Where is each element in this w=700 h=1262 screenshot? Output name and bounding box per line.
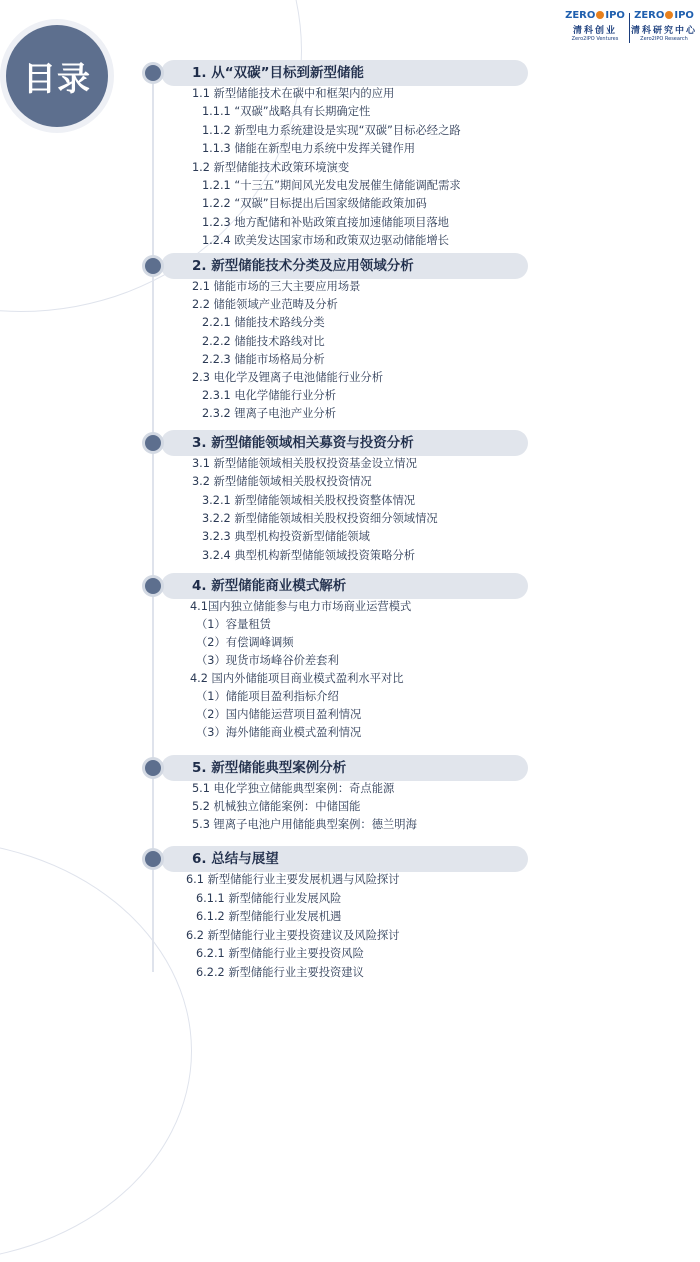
toc-entry[interactable]: 3.1 新型储能领域相关股权投资基金设立情况: [192, 457, 417, 470]
logo-mark-left: ZERO: [565, 9, 596, 21]
logo-english-name: Zero2IPO Research: [640, 36, 688, 42]
logo-english-name: Zero2IPO Ventures: [571, 36, 619, 42]
timeline-dot-icon: [145, 65, 161, 81]
toc-subentry[interactable]: 2.3.2 锂离子电池产业分析: [202, 407, 337, 421]
toc-subentry[interactable]: 1.2.3 地方配储和补贴政策直接加速储能项目落地: [202, 215, 449, 229]
toc-subentry[interactable]: 2.3.1 电化学储能行业分析: [202, 389, 337, 403]
toc-entry[interactable]: 6.1 新型储能行业主要发展机遇与风险探讨: [186, 873, 400, 886]
timeline-dot-icon: [145, 851, 161, 867]
toc-entry[interactable]: 2.1 储能市场的三大主要应用场景: [192, 280, 361, 293]
toc-subentry[interactable]: 1.1.3 储能在新型电力系统中发挥关键作用: [202, 142, 416, 156]
toc-subentry[interactable]: 6.2.1 新型储能行业主要投资风险: [196, 947, 364, 960]
toc-subentry[interactable]: 2.2.1 储能技术路线分类: [202, 316, 325, 330]
logo-mark-left: ZERO: [634, 9, 665, 21]
toc-subentry[interactable]: 3.2.4 典型机构新型储能领域投资策略分析: [202, 548, 416, 562]
toc-subentry[interactable]: 2.2.3 储能市场格局分析: [202, 352, 325, 366]
toc-subentry[interactable]: 6.1.1 新型储能行业发展风险: [196, 891, 342, 905]
toc-entry[interactable]: 3.2 新型储能领域相关股权投资情况: [192, 475, 372, 489]
logo-mark-right: IPO: [674, 9, 694, 21]
toc-subentry[interactable]: 6.2.2 新型储能行业主要投资建议: [196, 965, 364, 979]
toc-entry[interactable]: 1.2 新型储能技术政策环境演变: [192, 160, 350, 174]
timeline-dot-icon: [145, 258, 161, 274]
section-title[interactable]: 1. 从“双碳”目标到新型储能: [192, 65, 364, 81]
section-title[interactable]: 2. 新型储能技术分类及应用领域分析: [192, 258, 414, 274]
timeline-dot-icon: [145, 760, 161, 776]
toc-subentry[interactable]: 6.1.2 新型储能行业发展机遇: [196, 910, 342, 923]
toc-subentry[interactable]: 2.2.2 储能技术路线对比: [202, 334, 325, 348]
logo-chinese-name: 清科研究中心: [631, 26, 698, 36]
logo-mark-right: IPO: [605, 9, 625, 21]
toc-subentry[interactable]: 3.2.2 新型储能领域相关股权投资细分领域情况: [202, 511, 438, 525]
toc-entry[interactable]: 5.3 锂离子电池户用储能典型案例：德兰明海: [192, 818, 417, 831]
toc-entry[interactable]: 5.2 机械独立储能案例：中储国能: [192, 800, 361, 813]
toc-entry[interactable]: 2.2 储能领域产业范畴及分析: [192, 298, 338, 312]
toc-entry[interactable]: 5.1 电化学独立储能典型案例：奇点能源: [192, 782, 395, 795]
toc-subentry[interactable]: 1.2.1 “十三五”期间风光发电发展催生储能调配需求: [202, 179, 461, 192]
toc-subentry[interactable]: 1.2.4 欧美发达国家市场和政策双边驱动储能增长: [202, 234, 449, 248]
toc-subentry[interactable]: 1.2.2 “双碳”目标提出后国家级储能政策加码: [202, 197, 427, 211]
section-title[interactable]: 5. 新型储能典型案例分析: [192, 760, 347, 776]
toc-subentry[interactable]: （1）容量租赁: [196, 618, 271, 631]
timeline-dot-icon: [145, 435, 161, 451]
section-title[interactable]: 3. 新型储能领域相关募资与投资分析: [192, 435, 414, 451]
toc-entry[interactable]: 4.2 国内外储能项目商业模式盈利水平对比: [190, 672, 404, 685]
toc-subentry[interactable]: （2）国内储能运营项目盈利情况: [196, 708, 362, 721]
toc-entry[interactable]: 4.1国内独立储能参与电力市场商业运营模式: [190, 600, 412, 613]
toc-subentry[interactable]: 1.1.2 新型电力系统建设是实现“双碳”目标必经之路: [202, 123, 461, 137]
toc-entry[interactable]: 1.1 新型储能技术在碳中和框架内的应用: [192, 87, 395, 100]
toc-subentry[interactable]: （2）有偿调峰调频: [196, 636, 294, 649]
section-title[interactable]: 6. 总结与展望: [192, 851, 279, 867]
toc-subentry[interactable]: 3.2.3 典型机构投资新型储能领域: [202, 530, 370, 544]
logo-chinese-name: 清科创业: [572, 26, 617, 36]
toc-subentry[interactable]: （3）现货市场峰谷价差套利: [196, 654, 339, 667]
toc-subentry[interactable]: （1）储能项目盈利指标介绍: [196, 690, 339, 703]
toc-entry[interactable]: 6.2 新型储能行业主要投资建议及风险探讨: [186, 928, 400, 942]
toc-entry[interactable]: 2.3 电化学及锂离子电池储能行业分析: [192, 371, 384, 384]
timeline-dot-icon: [145, 578, 161, 594]
toc-subentry[interactable]: 3.2.1 新型储能领域相关股权投资整体情况: [202, 493, 416, 507]
toc-subentry[interactable]: 1.1.1 “双碳”战略具有长期确定性: [202, 105, 371, 119]
toc-subentry[interactable]: （3）海外储能商业模式盈利情况: [196, 726, 362, 739]
page-title: 目录: [23, 58, 91, 98]
section-title[interactable]: 4. 新型储能商业模式解析: [192, 578, 347, 594]
